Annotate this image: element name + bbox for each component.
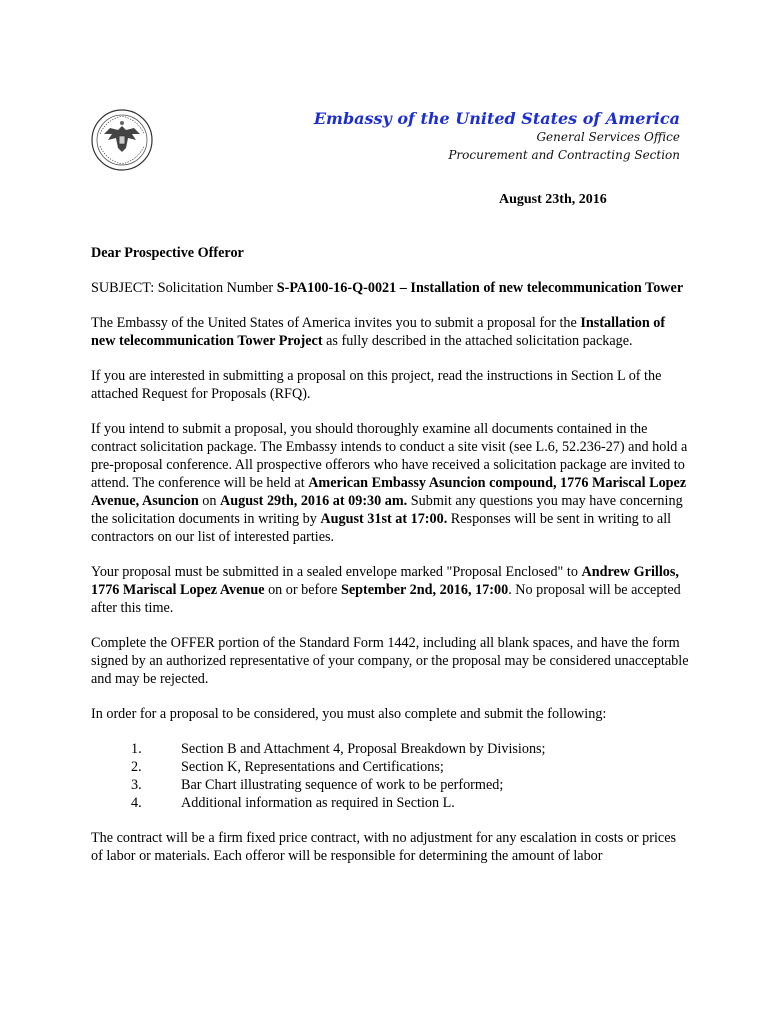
text-run: Your proposal must be submitted in a sealed envelope marked "Proposal Enclosed" to (91, 564, 582, 580)
list-item (91, 776, 691, 794)
paragraph-contract-type: The contract will be a firm fixed price contract, with no adjustment for any escalation in costs or prices of labor or materials. Each offeror will be responsible for determining the amount of labor (91, 830, 677, 864)
questions-deadline: August 31st at 17:00. (320, 511, 448, 527)
office-name: General Services Office (536, 130, 680, 144)
list-text: Section K, Representations and Certifications; (181, 759, 444, 775)
embassy-name: Embassy of the United States of America (313, 109, 680, 128)
conference-date: August 29th, 2016 at 09:30 am. (220, 493, 408, 509)
text-run: . No proposal will be accepted after this time. (91, 582, 681, 616)
list-item (91, 758, 691, 776)
submission-address: Andrew Grillos, 1776 Mariscal Lopez Avenue (91, 564, 679, 598)
list-text: Additional information as required in Section L. (181, 795, 455, 811)
paragraph-requirements-intro: In order for a proposal to be considered, you must also complete and submit the following: (91, 706, 607, 722)
conference-location: American Embassy Asuncion compound, 1776 Mariscal Lopez Avenue, Asuncion (91, 475, 687, 509)
list-number: 4. (131, 795, 142, 811)
embassy-seal-icon (90, 108, 154, 172)
list-number: 1. (131, 741, 142, 757)
list-item (91, 794, 691, 812)
text-run: If you intend to submit a proposal, you should thoroughly examine all documents contained in the contract solicitation package. The Embassy intends to conduct a site visit (see L.6, 52.236-27) and hold a pre-proposal conference. All prospective offerors who have received a solicitation package are invited to attend. The conference will be held at (91, 421, 688, 491)
letter-body (91, 244, 691, 882)
paragraph-offer-form: Complete the OFFER portion of the Standard Form 1442, including all blank spaces, and have the form signed by an authorized representative of your company, or the proposal may be considered unacceptable and may be rejected. (91, 635, 689, 687)
submission-deadline: September 2nd, 2016, 17:00 (340, 582, 509, 598)
salutation: Dear Prospective Offeror (91, 245, 244, 261)
requirements-list (91, 740, 691, 812)
paragraph-invitation (91, 314, 691, 350)
project-name: Installation of new telecommunication Tower Project (91, 315, 666, 349)
text-run: on (198, 493, 221, 509)
text-run: The Embassy of the United States of America invites you to submit a proposal for the (91, 315, 581, 331)
subject-line (91, 279, 691, 297)
paragraph-instructions: If you are interested in submitting a proposal on this project, read the instructions in Section L of the attached Request for Proposals (RFQ). (91, 368, 662, 402)
text-run: Submit any questions you may have concerning the solicitation documents in writing by (91, 493, 683, 527)
subject-title: S-PA100-16-Q-0021 – Installation of new telecommunication Tower (276, 280, 684, 296)
text-run: on or before (264, 582, 341, 598)
text-run: Responses will be sent in writing to all contractors on our list of interested parties. (91, 511, 672, 545)
list-number: 2. (131, 759, 142, 775)
section-name: Procurement and Contracting Section (448, 148, 680, 162)
letterhead (314, 110, 680, 164)
list-text: Section B and Attachment 4, Proposal Breakdown by Divisions; (181, 741, 546, 757)
list-item (91, 740, 691, 758)
list-text: Bar Chart illustrating sequence of work to be performed; (181, 777, 504, 793)
list-number: 3. (131, 777, 142, 793)
subject-prefix: SUBJECT: Solicitation Number (91, 280, 277, 296)
paragraph-site-visit (91, 420, 691, 546)
letter-date: August 23th, 2016 (499, 192, 607, 207)
paragraph-submission (91, 563, 691, 617)
text-run: as fully described in the attached solicitation package. (322, 333, 633, 349)
